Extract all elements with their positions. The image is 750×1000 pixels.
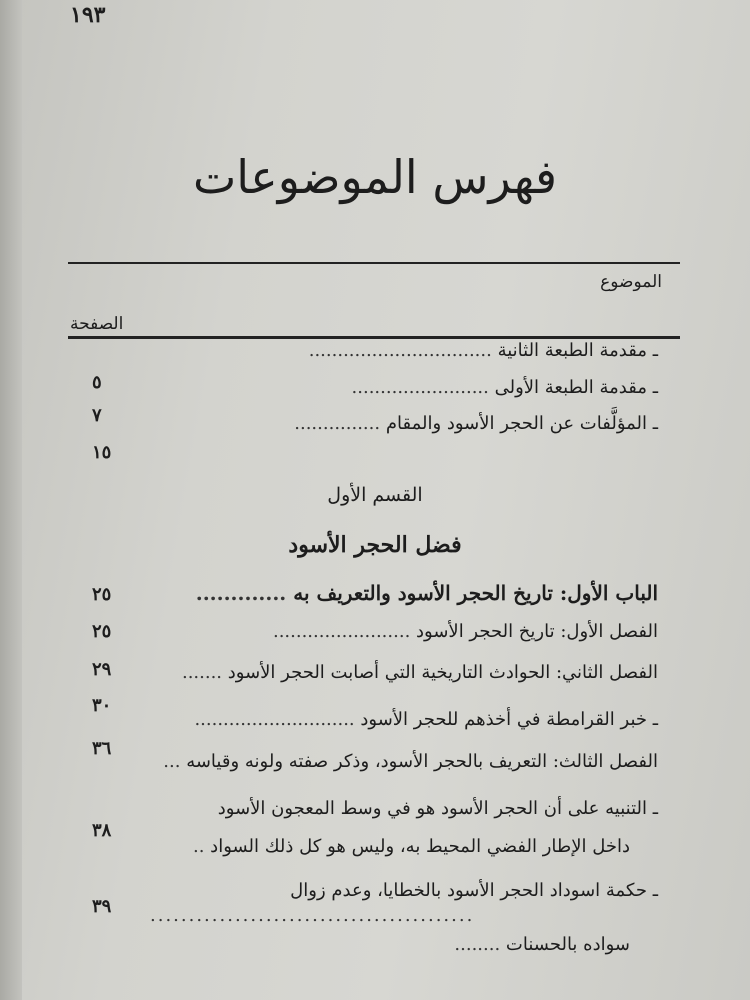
column-header-topic: الموضوع xyxy=(600,272,662,292)
toc-page-number: ٢٩ xyxy=(92,659,112,680)
toc-entry: الباب الأول: تاريخ الحجر الأسود والتعريف به ............. xyxy=(195,581,658,605)
toc-page-number: ١٥ xyxy=(92,442,112,463)
header-top-rule xyxy=(68,262,680,264)
toc-entry: الفصل الأول: تاريخ الحجر الأسود ........................ xyxy=(272,621,658,642)
toc-entry-continuation: داخل الإطار الفضي المحيط به، وليس هو كل ذلك السواد .. xyxy=(192,836,630,857)
page-title: فهرس الموضوعات xyxy=(192,150,558,204)
section-label: القسم الأول xyxy=(327,484,423,506)
toc-entry: ـ مقدمة الطبعة الأولى ........................ xyxy=(351,377,658,398)
toc-entry-continuation: سواده بالحسنات ........ xyxy=(454,934,630,955)
toc-page-number: ٢٥ xyxy=(92,584,112,605)
toc-entry: الفصل الثالث: التعريف بالحجر الأسود، وذكر صفته ولونه وقياسه ... xyxy=(163,751,658,772)
toc-entry: ـ حكمة اسوداد الحجر الأسود بالخطايا، وعدم زوال xyxy=(290,880,658,901)
toc-page-number: ٥ xyxy=(92,372,102,393)
toc-page-number: ٧ xyxy=(92,405,102,426)
toc-entry: ـ المؤلَّفات عن الحجر الأسود والمقام ............... xyxy=(294,413,658,434)
toc-entry: الفصل الثاني: الحوادث التاريخية التي أصابت الحجر الأسود ....... xyxy=(181,662,658,683)
page-number: ١٩٣ xyxy=(70,2,106,28)
column-header-page: الصفحة xyxy=(70,314,124,334)
section-title: فضل الحجر الأسود xyxy=(288,532,462,558)
toc-entry: ـ مقدمة الطبعة الثانية ................................ xyxy=(308,340,658,361)
toc-page-number: ٣٨ xyxy=(92,820,112,841)
toc-entry: ـ خبر القرامطة في أخذهم للحجر الأسود ............................ xyxy=(194,709,658,730)
toc-page-number: ٣٩ xyxy=(92,896,112,917)
toc-page-number: ٣٠ xyxy=(92,695,112,716)
toc-page-number: ٢٥ xyxy=(92,621,112,642)
toc-page-number: ٣٦ xyxy=(92,738,112,759)
header-bottom-rule xyxy=(68,336,680,339)
toc-entry: ـ التنبيه على أن الحجر الأسود هو في وسط المعجون الأسود xyxy=(217,798,658,819)
leader-dots: .......................................... xyxy=(150,905,475,926)
